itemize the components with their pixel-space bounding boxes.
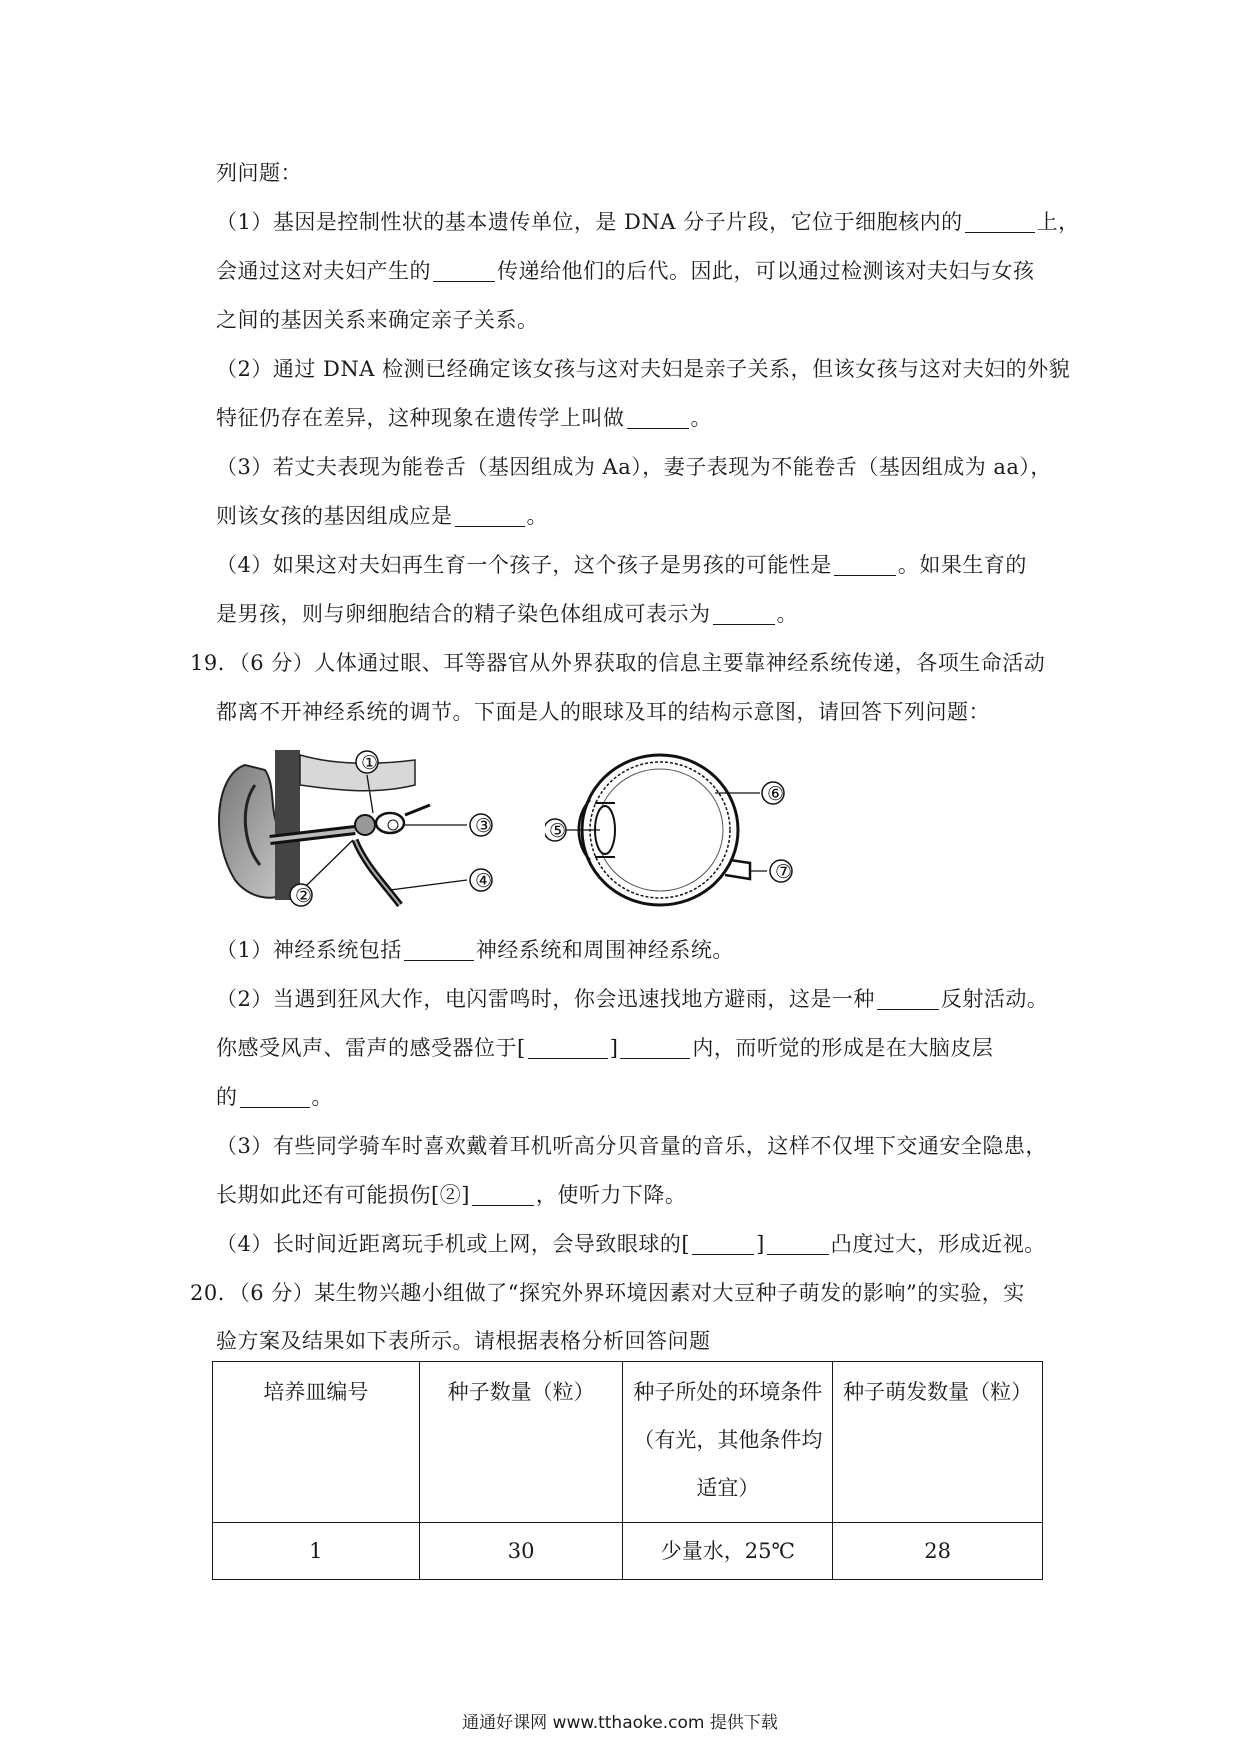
cell-seed-count: 30 — [419, 1523, 623, 1580]
text-line: 之间的基因关系来确定亲子关系。 — [216, 308, 539, 332]
text-line: 则该女孩的基因组成应是 。 — [216, 504, 548, 528]
text-line: 你感受风声、雷声的感受器位于[ ] 内，而听觉的形成是在大脑皮层 — [216, 1036, 994, 1060]
ear-label-1: ① — [361, 752, 379, 774]
answer-blank[interactable] — [627, 406, 689, 429]
answer-blank[interactable] — [455, 504, 525, 527]
experiment-table — [212, 1361, 1043, 1580]
answer-blank[interactable] — [404, 938, 474, 961]
text-line: （4）如果这对夫妇再生育一个孩子，这个孩子是男孩的可能性是 。如果生育的 — [216, 553, 1027, 577]
text-line: （2）当遇到狂风大作，电闪雷鸣时，你会迅速找地方避雨，这是一种 反射活动。 — [216, 987, 1049, 1011]
text-line: （1）神经系统包括 神经系统和周围神经系统。 — [216, 938, 734, 962]
ear-label-3: ③ — [475, 815, 493, 837]
text-line: （4）长时间近距离玩手机或上网，会导致眼球的[ ] 凸度过大，形成近视。 — [216, 1232, 1046, 1256]
eye-label-7: ⑦ — [775, 861, 793, 883]
cell-conditions: 少量水，25℃ — [623, 1523, 833, 1580]
text-line: （1）基因是控制性状的基本遗传单位，是 DNA 分子片段，它位于细胞核内的 上， — [216, 210, 1080, 234]
answer-blank[interactable] — [240, 1085, 310, 1108]
text-line: 会通过这对夫妇产生的 传递给他们的后代。因此，可以通过检测该对夫妇与女孩 — [216, 259, 1035, 283]
question-20-stem: 20．（6 分）某生物兴趣小组做了“探究外界环境因素对大豆种子萌发的影响”的实验，实 — [190, 1281, 1025, 1305]
header-seed-count: 种子数量（粒） — [419, 1362, 623, 1523]
answer-blank[interactable] — [877, 987, 939, 1010]
text-line: 是男孩，则与卵细胞结合的精子染色体组成可表示为 。 — [216, 602, 798, 626]
cell-dish-number: 1 — [213, 1523, 420, 1580]
answer-blank[interactable] — [713, 602, 775, 625]
text-line: 长期如此还有可能损伤[②] ，使听力下降。 — [216, 1183, 687, 1207]
question-19-stem: 19．（6 分）人体通过眼、耳等器官从外界获取的信息主要靠神经系统传递，各项生命活动 — [190, 651, 1046, 675]
answer-blank[interactable] — [834, 553, 896, 576]
header-dish-number: 培养皿编号 — [213, 1362, 420, 1523]
answer-blank[interactable] — [767, 1232, 829, 1255]
eye-label-5: ⑤ — [549, 820, 567, 842]
text-line: 列问题： — [216, 161, 302, 185]
text-line: （2）通过 DNA 检测已经确定该女孩与这对夫妇是亲子关系，但该女孩与这对夫妇的外貌 — [216, 357, 1071, 381]
answer-blank[interactable] — [528, 1036, 608, 1059]
text-line: 验方案及结果如下表所示。请根据表格分析回答问题 — [216, 1329, 711, 1353]
eye-label-6: ⑥ — [767, 783, 785, 805]
text-line: 特征仍存在差异，这种现象在遗传学上叫做 。 — [216, 406, 712, 430]
table-header-row — [213, 1362, 1043, 1523]
answer-blank[interactable] — [965, 210, 1035, 233]
text-line: （3）有些同学骑车时喜欢戴着耳机听高分贝音量的音乐，这样不仅埋下交通安全隐患， — [216, 1134, 1047, 1158]
text-line: （3）若丈夫表现为能卷舌（基因组成为 Aa），妻子表现为不能卷舌（基因组成为 aa）， — [216, 455, 1052, 479]
answer-blank[interactable] — [692, 1232, 754, 1255]
eye-diagram — [545, 745, 805, 910]
ear-diagram — [215, 745, 515, 910]
answer-blank[interactable] — [472, 1183, 534, 1206]
header-conditions: 种子所处的环境条件 （有光，其他条件均 适宜） — [623, 1362, 833, 1523]
text-line: 的 。 — [216, 1085, 333, 1109]
ear-label-4: ④ — [475, 870, 493, 892]
cell-germination-count: 28 — [833, 1523, 1043, 1580]
page-footer: 通通好课网 www.tthaoke.com 提供下载 — [462, 1713, 778, 1733]
header-germination-count: 种子萌发数量（粒） — [833, 1362, 1043, 1523]
answer-blank[interactable] — [433, 259, 495, 282]
text-line: 都离不开神经系统的调节。下面是人的眼球及耳的结构示意图，请回答下列问题： — [216, 700, 990, 724]
ear-label-2: ② — [295, 885, 313, 907]
answer-blank[interactable] — [620, 1036, 690, 1059]
table-row — [213, 1523, 1043, 1580]
